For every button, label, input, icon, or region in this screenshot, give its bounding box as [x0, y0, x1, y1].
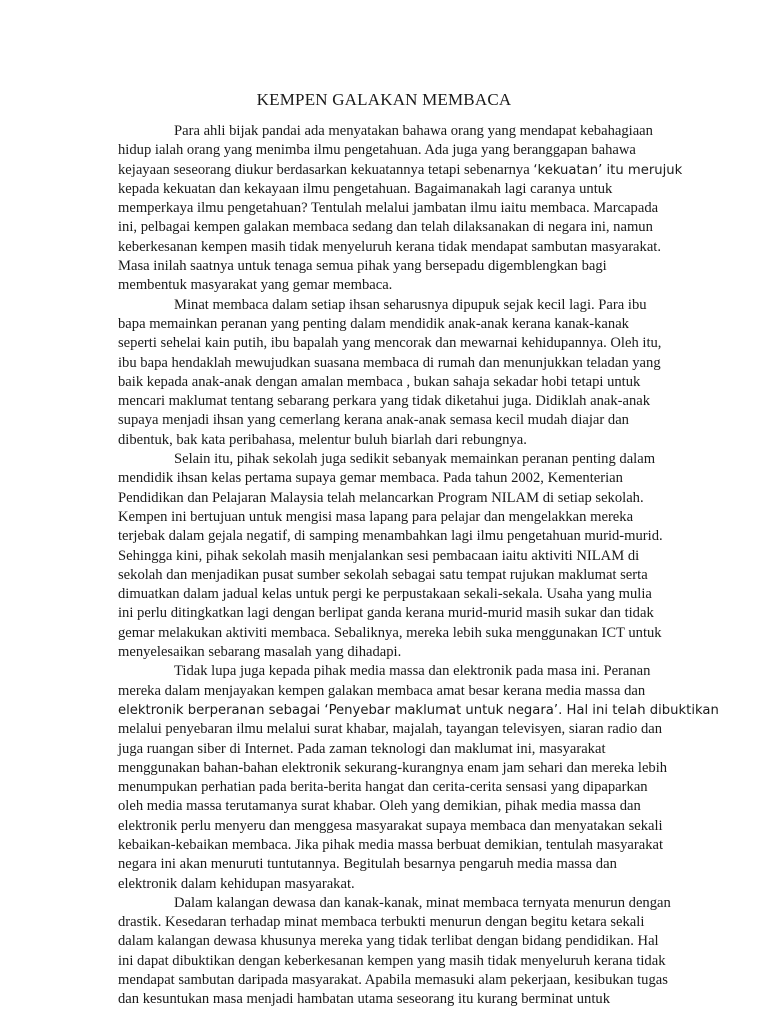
- text-line: [118, 276, 654, 295]
- text-line: [118, 392, 654, 411]
- text-line: [118, 199, 659, 218]
- text-line: [118, 141, 654, 160]
- text-segment: elektronik dalam kehidupan masyarakat.: [118, 875, 355, 892]
- text-segment: Minat membaca dalam setiap ihsan seharusnya dipupuk sejak kecil lagi. Para ibu: [174, 296, 647, 313]
- text-segment: juga ruangan siber di Internet. Pada zaman teknologi dan maklumat ini, masyarakat: [118, 740, 606, 757]
- text-line: [118, 218, 654, 237]
- text-line: [118, 682, 654, 701]
- text-line: [118, 778, 654, 797]
- text-segment: menyelesaikan sebarang masalah yang dihadapi.: [118, 644, 402, 661]
- text-line: [118, 566, 654, 585]
- text-segment: Kempen ini bertujuan untuk mengisi masa lapang para pelajar dan mengelakkan mereka: [118, 508, 634, 525]
- text-segment: ini dapat dibuktikan dengan keberkesanan kempen yang masih tidak menyeluruh kerana tidak: [118, 952, 666, 969]
- text-segment: hidup ialah orang yang menimba ilmu pengetahuan. Ada juga yang beranggapan bahawa: [118, 142, 636, 159]
- text-segment: ‘kekuatan’ itu merujuk: [533, 162, 683, 178]
- text-line: [118, 913, 654, 932]
- text-line: [118, 257, 654, 276]
- text-line: [118, 180, 654, 199]
- text-segment: kejayaan seseorang diukur berdasarkan kekuatannya tetapi sebenarnya: [118, 161, 534, 178]
- text-line: [118, 855, 654, 874]
- text-line: [118, 740, 654, 759]
- text-line: [118, 759, 668, 778]
- text-line: [118, 932, 659, 951]
- text-segment: melalui penyebaran ilmu melalui surat khabar, majalah, tayangan televisyen, siaran radio dan: [118, 721, 663, 738]
- text-line: [118, 990, 654, 1009]
- text-segment: Dalam kalangan dewasa dan kanak-kanak, minat membaca ternyata menurun dengan: [174, 894, 671, 911]
- text-segment: bapa memainkan peranan yang penting dalam mendidik anak-anak kerana kanak-kanak: [118, 315, 629, 332]
- text-segment: dibentuk, bak kata peribahasa, melentur buluh biarlah dari rebungnya.: [118, 431, 527, 448]
- text-line: [118, 315, 654, 334]
- text-segment: mereka dalam menjayakan kempen galakan membaca amat besar kerana media massa dan: [118, 682, 646, 699]
- text-segment: mendapat sambutan daripada masyarakat. Apabila memasuki alam pekerjaan, kesibukan tugas: [118, 972, 668, 989]
- text-line: [118, 817, 663, 836]
- text-line: [118, 122, 654, 141]
- text-line: [118, 161, 683, 180]
- text-segment: dimuatkan dalam jadual kelas untuk pergi ke perpustakaan sekali-sekala. Usaha yang mulia: [118, 586, 652, 603]
- text-line: [118, 836, 664, 855]
- text-line: [118, 527, 663, 546]
- text-segment: ibu bapa hendaklah mewujudkan suasana membaca di rumah dan menunjukkan teladan yang: [118, 354, 661, 371]
- text-line: [118, 354, 661, 373]
- text-line: [118, 547, 654, 566]
- text-segment: ini, pelbagai kempen galakan membaca sedang dan telah dilaksanakan di negara ini, namun: [118, 219, 653, 236]
- text-segment: oleh media massa terutamanya surat khabar. Oleh yang demikian, pihak media massa dan: [118, 798, 641, 815]
- text-line: [118, 296, 654, 315]
- text-line: [118, 894, 671, 913]
- text-line: [118, 334, 662, 353]
- text-segment: kebaikan-kebaikan membaca. Jika pihak media massa berbuat demikian, tentulah masyarakat: [118, 836, 664, 853]
- text-line: [118, 489, 654, 508]
- text-segment: negara ini akan menuruti tuntutannya. Begitulah besarnya pengaruh media massa dan: [118, 856, 617, 873]
- text-segment: Tidak lupa juga kepada pihak media massa dan elektronik pada masa ini. Peranan: [174, 663, 651, 680]
- text-segment: keberkesanan kempen masih tidak menyeluruh kerana tidak mendapat sambutan masyarakat.: [118, 238, 662, 255]
- document-body: [118, 122, 719, 1010]
- text-line: [118, 373, 654, 392]
- text-segment: mendidik ihsan kelas pertama supaya gemar membaca. Pada tahun 2002, Kementerian: [118, 470, 623, 487]
- text-line: [118, 508, 654, 527]
- text-segment: Para ahli bijak pandai ada menyatakan bahawa orang yang mendapat kebahagiaan: [174, 123, 653, 139]
- text-line: [118, 952, 666, 971]
- text-segment: memperkaya ilmu pengetahuan? Tentulah melalui jambatan ilmu iaitu membaca. Marcapada: [118, 200, 659, 217]
- text-line: [118, 875, 654, 894]
- text-segment: menumpukan perhatian pada berita-berita hangat dan cerita-cerita sensasi yang dipaparkan: [118, 779, 648, 796]
- text-line: [118, 469, 654, 488]
- text-segment: elektronik berperanan sebagai ‘Penyebar maklumat untuk negara’. Hal ini telah dibuktikan: [118, 702, 719, 718]
- text-line: [118, 701, 719, 720]
- text-segment: mencari maklumat tentang sebarang perkara yang tidak diketahui juga. Didiklah anak-anak: [118, 393, 651, 410]
- document-title: KEMPEN GALAKAN MEMBACA: [256, 90, 512, 109]
- text-line: [118, 662, 654, 681]
- text-line: [118, 971, 668, 990]
- text-line: [118, 411, 654, 430]
- text-segment: Masa inilah saatnya untuk tenaga semua pihak yang bersepadu digemblengkan bagi: [118, 258, 607, 275]
- text-segment: seperti sehelai kain putih, ibu bapalah yang mencorak dan mewarnai kehidupannya. Oleh itu,: [118, 335, 662, 352]
- text-segment: dalam kalangan dewasa khusunya mereka yang tidak terlibat dengan bidang pendidikan. Hal: [118, 933, 659, 950]
- text-segment: kepada kekuatan dan kekayaan ilmu pengetahuan. Bagaimanakah lagi caranya untuk: [118, 180, 613, 197]
- text-segment: Selain itu, pihak sekolah juga sedikit sebanyak memainkan peranan penting dalam: [174, 451, 656, 468]
- text-segment: baik kepada anak-anak dengan amalan membaca , bukan sahaja sekadar hobi tetapi untuk: [118, 373, 641, 390]
- text-segment: gemar melakukan aktiviti membaca. Sebaliknya, mereka lebih suka menggunakan ICT untuk: [118, 624, 662, 641]
- text-segment: ini perlu ditingkatkan lagi dengan berlipat ganda kerana murid-murid masih sukar dan tidak: [118, 605, 654, 622]
- text-segment: menggunakan bahan-bahan elektronik sekurang-kurangnya enam jam sehari dan mereka lebih: [118, 759, 668, 776]
- text-line: [118, 238, 662, 257]
- text-line: [118, 720, 663, 739]
- text-line: [118, 450, 654, 469]
- text-segment: Sehingga kini, pihak sekolah masih menjalankan sesi pembacaan iaitu aktiviti NILAM di: [118, 547, 640, 564]
- text-segment: terjebak dalam gejala negatif, di samping menambahkan lagi ilmu pengetahuan murid-murid.: [118, 528, 663, 545]
- text-segment: drastik. Kesedaran terhadap minat membaca terbukti menurun dengan begitu ketara sekali: [118, 914, 645, 931]
- text-line: [118, 585, 654, 604]
- text-segment: elektronik perlu menyeru dan menggesa masyarakat supaya membaca dan menyatakan sekali: [118, 817, 663, 834]
- text-segment: supaya menjadi ihsan yang cemerlang kerana anak-anak semasa kecil mudah diajar dan: [118, 412, 629, 429]
- text-segment: membentuk masyarakat yang gemar membaca.: [118, 277, 393, 294]
- text-line: [118, 797, 654, 816]
- text-segment: Pendidikan dan Pelajaran Malaysia telah melancarkan Program NILAM di setiap sekolah.: [118, 489, 644, 506]
- text-line: [118, 604, 654, 623]
- text-line: [118, 431, 654, 450]
- text-segment: dan kesuntukan masa menjadi hambatan utama seseorang itu kurang berminat untuk: [118, 991, 610, 1008]
- text-segment: sekolah dan menjadikan pusat sumber sekolah sebagai satu tempat rujukan maklumat serta: [118, 566, 648, 583]
- text-line: [118, 624, 662, 643]
- text-line: [118, 643, 654, 662]
